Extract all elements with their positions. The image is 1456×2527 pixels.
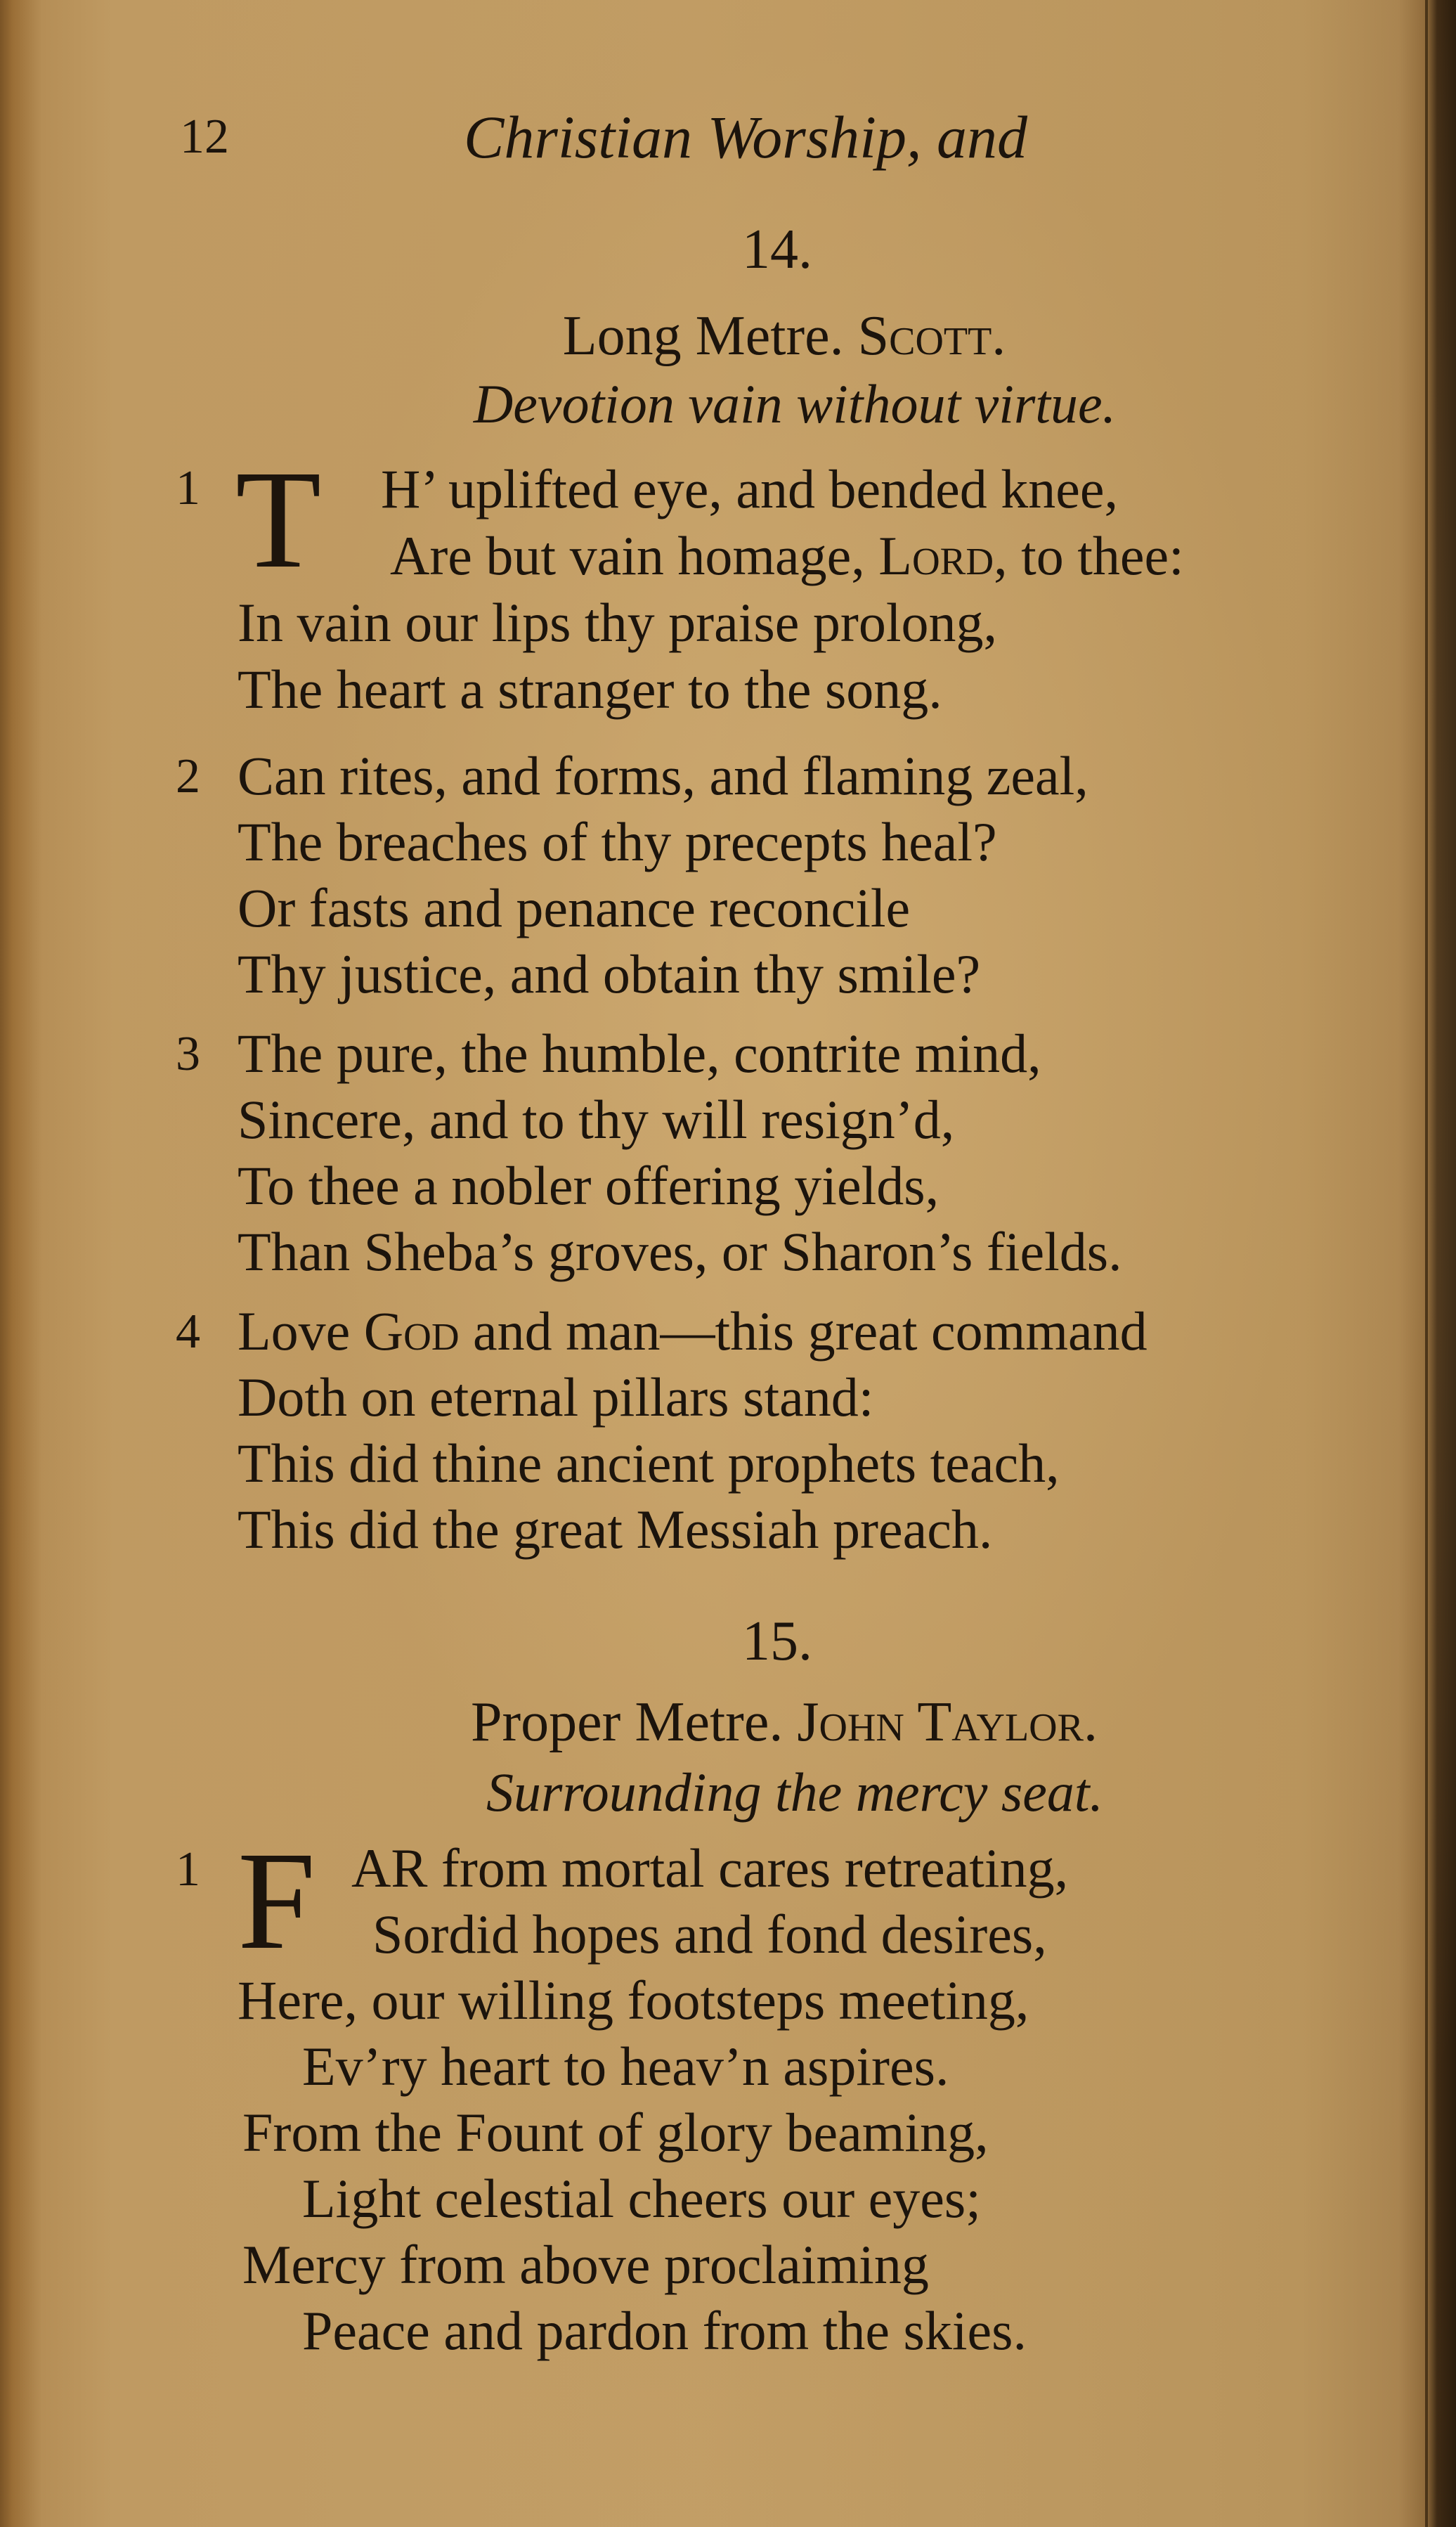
- verse-line: Here, our willing footsteps meeting,: [238, 1970, 1029, 2031]
- verse-line: Light celestial cheers our eyes;: [302, 2168, 981, 2229]
- verse-line: To thee a nobler offering yields,: [238, 1155, 940, 1216]
- verse-line: In vain our lips thy praise prolong,: [238, 592, 997, 653]
- drop-cap-letter: T: [235, 442, 322, 597]
- hymn-number: 14.: [742, 219, 812, 280]
- verse-line: The heart a stranger to the song.: [238, 659, 942, 720]
- hymn-author: John Taylor.: [797, 1691, 1098, 1753]
- verse-line: Love God and man—this great command: [238, 1300, 1148, 1362]
- verse-line: Than Sheba’s groves, or Sharon’s fields.: [238, 1221, 1122, 1282]
- hymn-subtitle: Surrounding the mercy seat.: [486, 1762, 1104, 1823]
- running-title: Christian Worship, and: [464, 103, 1028, 171]
- verse-line: AR from mortal cares retreating,: [351, 1837, 1069, 1899]
- verse-line: From the Fount of glory beaming,: [242, 2102, 989, 2163]
- verse-line: Sincere, and to thy will resign’d,: [238, 1089, 955, 1150]
- hymn-metre-line: [0, 301, 1456, 371]
- verse-line: Thy justice, and obtain thy smile?: [238, 943, 981, 1004]
- verse-number: 2: [176, 749, 200, 803]
- verse-line: Mercy from above proclaiming: [242, 2234, 929, 2295]
- verse-line: This did thine ancient prophets teach,: [238, 1433, 1060, 1494]
- verse-line: This did the great Messiah preach.: [238, 1499, 993, 1560]
- hymn-number: 15.: [742, 1610, 812, 1672]
- page-number: 12: [180, 110, 229, 164]
- verse-line: Doth on eternal pillars stand:: [238, 1366, 874, 1428]
- verse-line: Are but vain homage, Lord, to thee:: [390, 525, 1184, 586]
- metre-label: Long Metre.: [562, 305, 844, 367]
- verse-line: The breaches of thy precepts heal?: [238, 811, 997, 872]
- hymn-subtitle: Devotion vain without virtue.: [473, 373, 1117, 434]
- verse-line: Can rites, and forms, and flaming zeal,: [238, 745, 1088, 806]
- page-header: [0, 98, 1456, 176]
- hymn-metre-line: [0, 1687, 1456, 1757]
- verse-number: 1: [176, 461, 200, 515]
- verse-number: 1: [176, 1842, 200, 1896]
- verse-line: Ev’ry heart to heav’n aspires.: [302, 2036, 949, 2097]
- hymn-author: Scott.: [857, 305, 1006, 367]
- verse-line: The pure, the humble, contrite mind,: [238, 1023, 1041, 1084]
- verse-number: 4: [176, 1305, 200, 1359]
- verse-line: Sordid hopes and fond desires,: [372, 1904, 1047, 1965]
- metre-label: Proper Metre.: [471, 1691, 784, 1753]
- verse-line: H’ uplifted eye, and bended knee,: [381, 458, 1118, 519]
- drop-cap-letter: F: [238, 1823, 316, 1979]
- verse-line: Or fasts and penance reconcile: [238, 877, 911, 938]
- verse-line: Peace and pardon from the skies.: [302, 2300, 1027, 2361]
- verse-number: 3: [176, 1027, 200, 1081]
